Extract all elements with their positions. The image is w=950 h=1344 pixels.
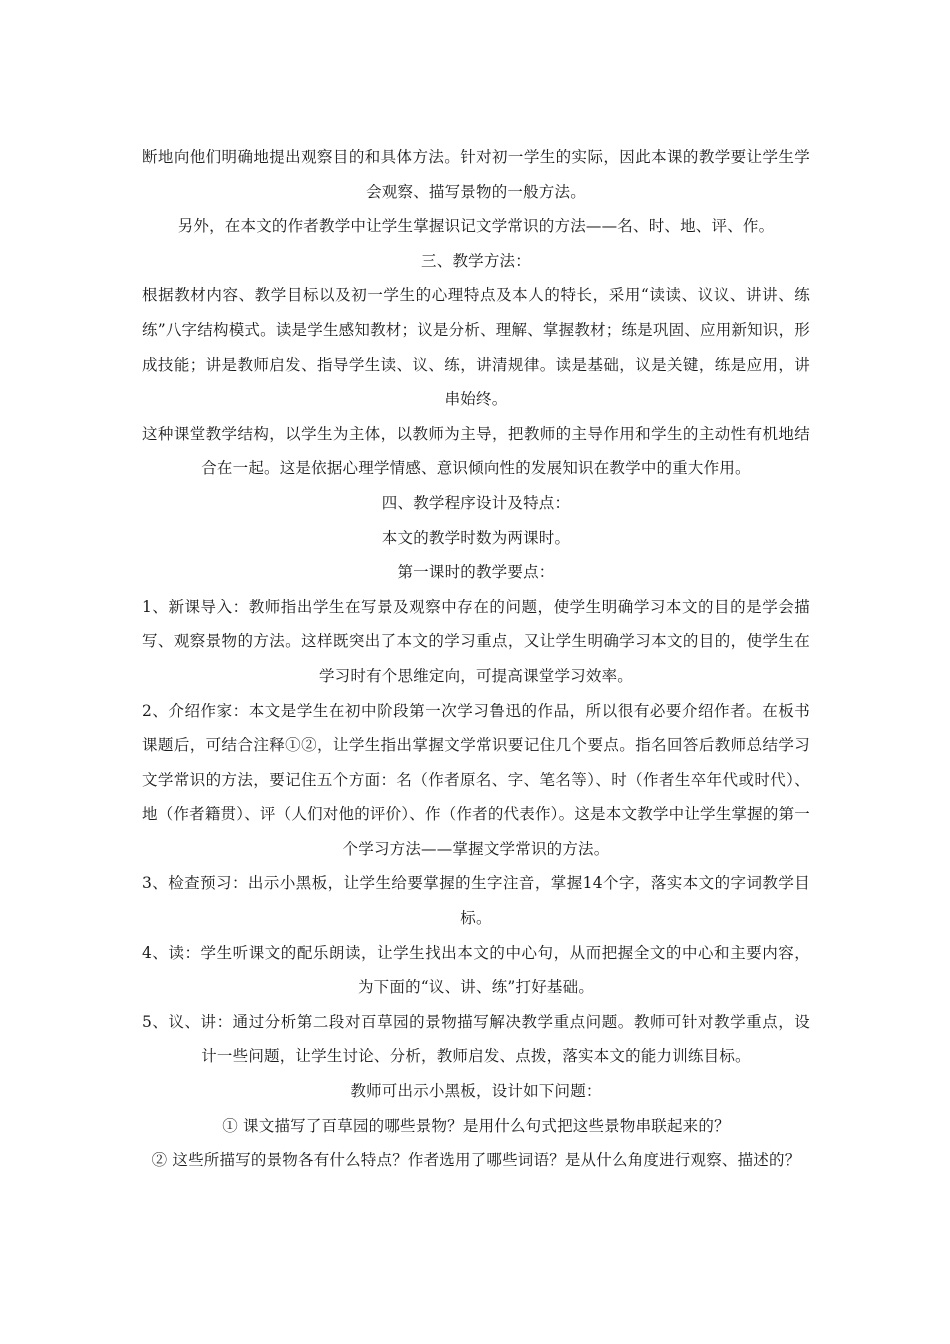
list-item-5: 5、议、讲：通过分析第二段对百草园的景物描写解决教学重点问题。教师可针对教学重点，设计一些问题，让学生讨论、分析，教师启发、点拨，落实本文的能力训练目标。 [142,1012,810,1066]
list-item-4: 4、读：学生听课文的配乐朗读，让学生找出本文的中心句，从而把握全文的中心和主要内容，为下面的“议、讲、练”打好基础。 [142,943,810,997]
paragraph-2: 另外，在本文的作者教学中让学生掌握识记文学常识的方法——名、时、地、评、作。 [177,217,775,236]
paragraph-class-hours: 本文的教学时数为两课时。 [381,528,571,547]
list-item-2: 2、介绍作家：本文是学生在初中阶段第一次学习鲁迅的作品，所以很有必要介绍作者。在板书课题后，可结合注释①②，让学生指出掌握文学常识要记住几个要点。指名回答后教师总结学习文学常识的方法，要记住五个方面：名（作者原名、字、笔名等）、时（作者生卒年代或时代）、地（作者籍贯）、评（人们对他的评价）、作（作者的代表作）。这是本文教学中让学生掌握的第一个学习方法——掌握文学常识的方法。 [142,701,810,858]
question-2: ② 这些所描写的景物各有什么特点？作者选用了哪些词语？是从什么角度进行观察、描述的？ [151,1151,801,1170]
list-item-3: 3、检查预习：出示小黑板，让学生给要掌握的生字注音，掌握14个字，落实本文的字词教学目标。 [142,874,810,928]
section-heading-procedure: 四、教学程序设计及特点： [381,493,571,512]
paragraph-1: 断地向他们明确地提出观察目的和具体方法。针对初一学生的实际，因此本课的教学要让学生学会观察、描写景物的一般方法。 [142,148,810,201]
subheading-first-class: 第一课时的教学要点： [397,563,555,582]
paragraph-4: 这种课堂教学结构，以学生为主体，以教师为主导，把教师的主导作用和学生的主动性有机地结合在一起。这是依据心理学情感、意识倾向性的发展知识在教学中的重大作用。 [142,424,810,478]
paragraph-3: 根据教材内容、教学目标以及初一学生的心理特点及本人的特长，采用“读读、议议、讲讲、练练”八字结构模式。读是学生感知教材；议是分析、理解、掌握教材；练是巩固、应用新知识，形成技能；讲是教师启发、指导学生读、议、练，讲清规律。读是基础，议是关键，练是应用，讲串始终。 [142,286,810,409]
section-heading-teaching-methods: 三、教学方法： [421,251,531,270]
list-item-1: 1、新课导入：教师指出学生在写景及观察中存在的问题，使学生明确学习本文的目的是学会描写、观察景物的方法。这样既突出了本文的学习重点，又让学生明确学习本文的目的，使学生在学习时有个思维定向，可提高课堂学习效率。 [142,597,810,685]
document-body [142,140,810,1178]
paragraph-questions-intro: 教师可出示小黑板，设计如下问题： [350,1082,602,1101]
question-1: ① 课文描写了百草园的哪些景物？是用什么句式把这些景物串联起来的？ [222,1116,730,1135]
